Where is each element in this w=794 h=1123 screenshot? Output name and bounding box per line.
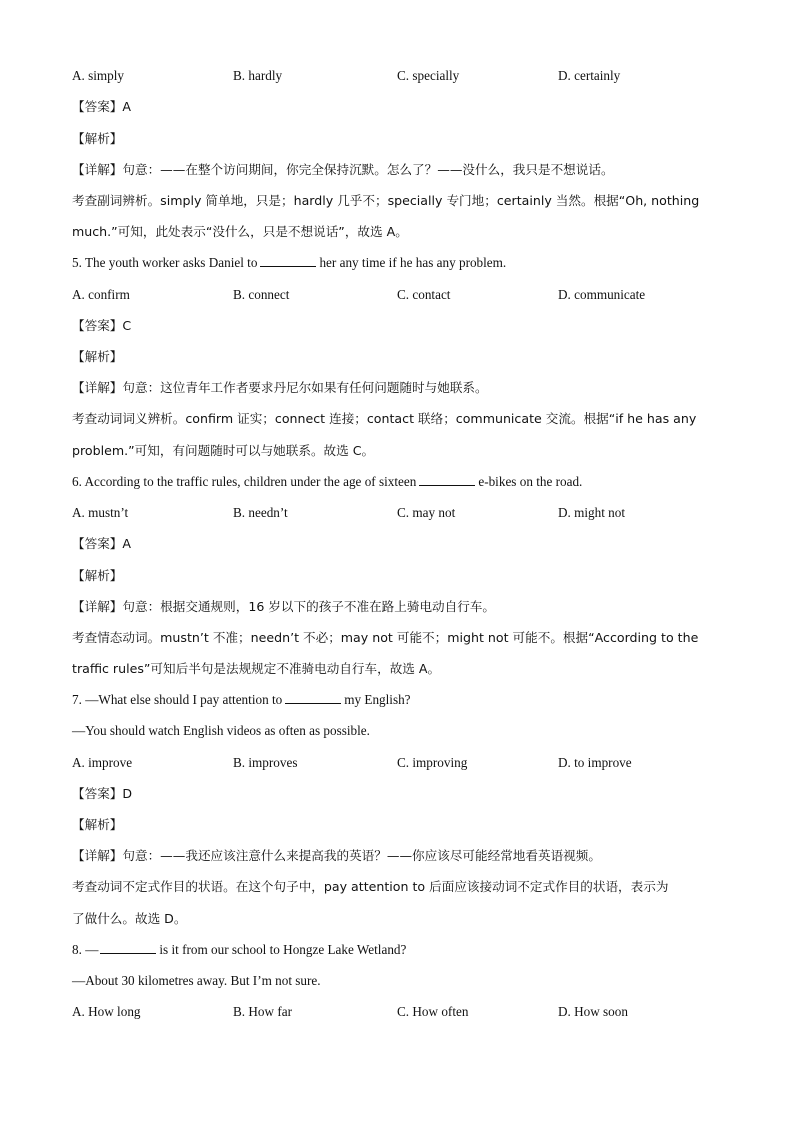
q8-stem-reply: —About 30 kilometres away. But I’m not sure.: [72, 973, 321, 988]
q4-option-d: D. certainly: [558, 68, 621, 83]
q6-stem-after-blank: e-bikes on the road.: [478, 474, 583, 489]
q5-stem: [72, 254, 506, 272]
q7-answer: 【答案】D: [72, 786, 133, 801]
q8-stem: [72, 941, 406, 959]
q5-blank: [260, 254, 316, 267]
q6-option-a: A. mustn’t: [72, 505, 129, 520]
q7-option-b: B. improves: [233, 755, 298, 770]
q7-explanation-line-2: 了做什么。故选 D。: [72, 911, 187, 926]
q8-stem-before-blank: 8. —: [72, 942, 99, 957]
q4-analysis-label: 【解析】: [72, 131, 123, 146]
q4-detail: 【详解】句意：——在整个访问期间，你完全保持沉默。怎么了？——没什么，我只是不想说话。: [72, 162, 614, 177]
q5-answer: 【答案】C: [72, 318, 132, 333]
q8-option-c: C. How often: [397, 1004, 469, 1019]
q5-analysis-label: 【解析】: [72, 349, 123, 364]
q4-explanation-line-2: much.”可知，此处表示“没什么，只是不想说话”，故选 A。: [72, 224, 408, 239]
q8-option-b: B. How far: [233, 1004, 292, 1019]
q6-option-d: D. might not: [558, 505, 626, 520]
q5-detail: 【详解】句意：这位青年工作者要求丹尼尔如果有任何问题随时与她联系。: [72, 380, 488, 395]
q4-explanation-line-1: 考查副词辨析。simply 简单地，只是；hardly 几乎不；specially 专门地；certainly 当然。根据“Oh, nothing: [72, 193, 700, 208]
q7-stem: [72, 691, 411, 709]
q8-option-d: D. How soon: [558, 1004, 628, 1019]
q4-option-b: B. hardly: [233, 68, 283, 83]
q6-analysis-label: 【解析】: [72, 568, 123, 583]
q6-explanation-line-1: 考查情态动词。mustn’t 不准；needn’t 不必；may not 可能不；might not 可能不。根据“According to the: [72, 630, 699, 645]
q5-explanation-line-1: 考查动词词义辨析。confirm 证实；connect 连接；contact 联络；communicate 交流。根据“if he has any: [72, 411, 697, 426]
q7-explanation-line-1: 考查动词不定式作目的状语。在这个句子中，pay attention to 后面应该接动词不定式作目的状语，表示为: [72, 879, 669, 894]
q7-stem-reply: —You should watch English videos as often as possible.: [72, 723, 370, 738]
q8-option-a: A. How long: [72, 1004, 141, 1019]
q5-option-c: C. contact: [397, 287, 451, 302]
q4-answer: 【答案】A: [72, 99, 131, 114]
q6-detail: 【详解】句意：根据交通规则，16 岁以下的孩子不准在路上骑电动自行车。: [72, 599, 496, 614]
q4-option-c: C. specially: [397, 68, 460, 83]
q8-blank: [100, 941, 156, 954]
q6-blank: [419, 473, 475, 486]
q5-option-d: D. communicate: [558, 287, 646, 302]
q5-option-b: B. connect: [233, 287, 290, 302]
q6-option-b: B. needn’t: [233, 505, 288, 520]
q6-stem: [72, 473, 582, 491]
q5-stem-after-blank: her any time if he has any problem.: [319, 255, 507, 270]
q7-blank: [285, 691, 341, 704]
q4-option-a: A. simply: [72, 68, 125, 83]
q5-explanation-line-2: problem.”可知，有问题随时可以与她联系。故选 C。: [72, 443, 375, 458]
q5-stem-before-blank: 5. The youth worker asks Daniel to: [72, 255, 258, 270]
q7-detail: 【详解】句意：——我还应该注意什么来提高我的英语？——你应该尽可能经常地看英语视频。: [72, 848, 601, 863]
q7-stem-after-blank: my English?: [344, 692, 411, 707]
q6-answer: 【答案】A: [72, 536, 131, 551]
q5-option-a: A. confirm: [72, 287, 130, 302]
q6-explanation-line-2: traffic rules”可知后半句是法规规定不准骑电动自行车，故选 A。: [72, 661, 441, 676]
q6-option-c: C. may not: [397, 505, 456, 520]
q6-stem-before-blank: 6. According to the traffic rules, children under the age of sixteen: [72, 474, 417, 489]
q7-analysis-label: 【解析】: [72, 817, 123, 832]
q8-stem-after-blank: is it from our school to Hongze Lake Wetland?: [159, 942, 407, 957]
q7-option-c: C. improving: [397, 755, 468, 770]
q7-option-a: A. improve: [72, 755, 133, 770]
q7-stem-before-blank: 7. —What else should I pay attention to: [72, 692, 283, 707]
q7-option-d: D. to improve: [558, 755, 632, 770]
